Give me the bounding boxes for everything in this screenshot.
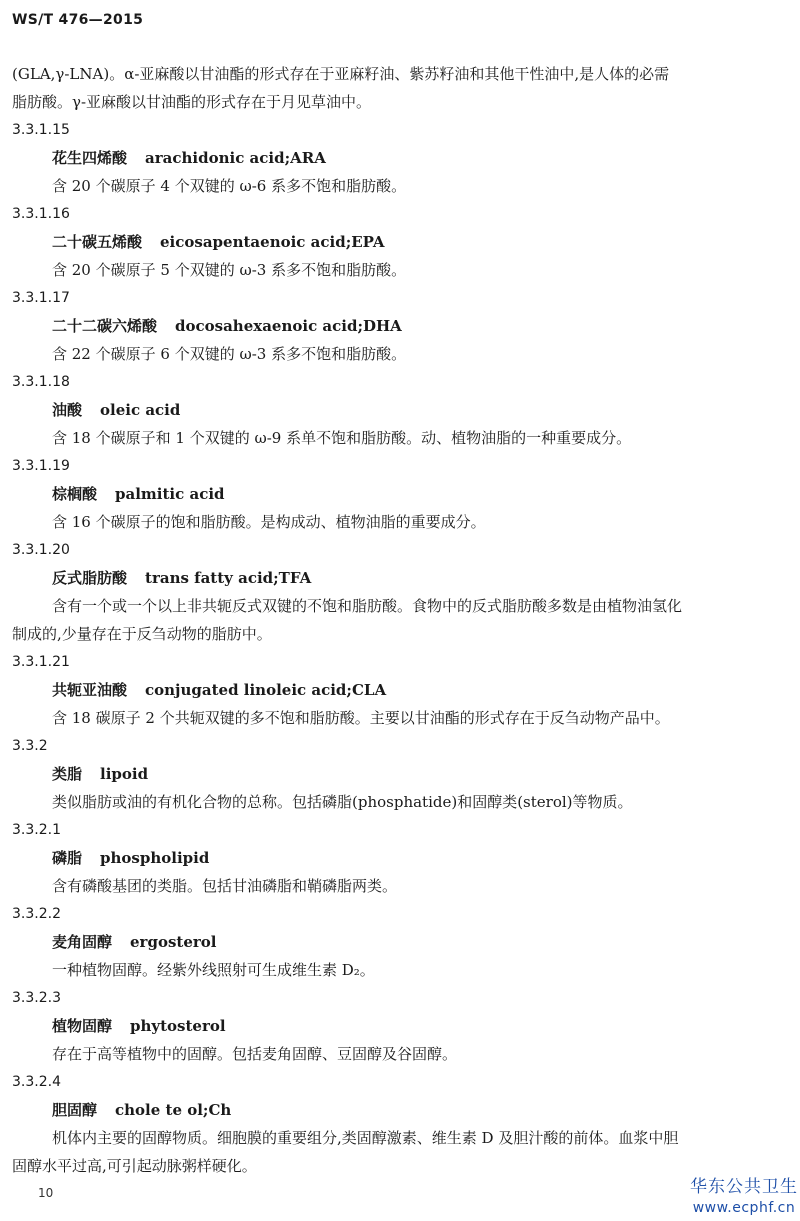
term-english: chole te ol;Ch	[115, 1101, 232, 1119]
term-english: lipoid	[100, 765, 149, 783]
term-english: eicosapentaenoic acid;EPA	[160, 233, 385, 251]
term-english: docosahexaenoic acid;DHA	[175, 317, 402, 335]
term-chinese: 棕榈酸	[52, 485, 98, 503]
term-chinese: 二十碳五烯酸	[52, 233, 143, 251]
definition-text: 含有磷酸基团的类脂。包括甘油磷脂和鞘磷脂两类。	[52, 877, 398, 895]
watermark-name: 华东公共卫生	[690, 1177, 798, 1197]
term-english: phospholipid	[100, 849, 210, 867]
term-english: palmitic acid	[115, 485, 225, 503]
continuation-text: 脂肪酸。γ-亚麻酸以甘油酯的形式存在于月见草油中。	[12, 93, 372, 111]
document-body	[0, 60, 800, 1180]
term-heading	[0, 564, 800, 592]
term-heading	[0, 1012, 800, 1040]
term-chinese: 麦角固醇	[52, 933, 113, 951]
term-chinese: 共轭亚油酸	[52, 681, 128, 699]
standard-id: WS/T 476—2015	[12, 12, 144, 28]
definition-text: 一种植物固醇。经紫外线照射可生成维生素 D₂。	[52, 961, 375, 979]
term-heading	[0, 760, 800, 788]
term-heading	[0, 396, 800, 424]
definition-text: 含有一个或一个以上非共轭反式双键的不饱和脂肪酸。食物中的反式脂肪酸多数是由植物油氢化	[52, 597, 683, 615]
term-english: ergosterol	[130, 933, 217, 951]
clause-number: 3.3.1.16	[12, 206, 70, 222]
term-chinese: 磷脂	[52, 849, 83, 867]
term-heading	[0, 844, 800, 872]
term-heading	[0, 676, 800, 704]
clause-number: 3.3.2.2	[12, 906, 61, 922]
term-heading	[0, 928, 800, 956]
clause-number: 3.3.1.17	[12, 290, 70, 306]
definition-text: 含 16 个碳原子的饱和脂肪酸。是构成动、植物油脂的重要成分。	[52, 513, 486, 531]
clause-number: 3.3.1.20	[12, 542, 70, 558]
clause-number: 3.3.2.4	[12, 1074, 61, 1090]
term-english: conjugated linoleic acid;CLA	[145, 681, 387, 699]
term-heading	[0, 1096, 800, 1124]
definition-text: 类似脂肪或油的有机化合物的总称。包括磷脂(phosphatide)和固醇类(sterol)等物质。	[52, 793, 633, 811]
clause-number: 3.3.1.21	[12, 654, 70, 670]
term-chinese: 植物固醇	[52, 1017, 113, 1035]
term-english: oleic acid	[100, 401, 181, 419]
term-chinese: 胆固醇	[52, 1101, 98, 1119]
definition-text: 存在于高等植物中的固醇。包括麦角固醇、豆固醇及谷固醇。	[52, 1045, 458, 1063]
term-english: trans fatty acid;TFA	[145, 569, 312, 587]
continuation-text: 固醇水平过高,可引起动脉粥样硬化。	[12, 1157, 257, 1175]
term-heading	[0, 480, 800, 508]
clause-number: 3.3.1.18	[12, 374, 70, 390]
term-english: arachidonic acid;ARA	[145, 149, 326, 167]
clause-number: 3.3.2.1	[12, 822, 61, 838]
clause-number: 3.3.1.15	[12, 122, 70, 138]
definition-text: 含 20 个碳原子 4 个双键的 ω-6 系多不饱和脂肪酸。	[52, 177, 407, 195]
term-heading	[0, 312, 800, 340]
definition-text: 机体内主要的固醇物质。细胞膜的重要组分,类固醇激素、维生素 D 及胆汁酸的前体。血浆中胆	[52, 1129, 679, 1147]
definition-text: 含 22 个碳原子 6 个双键的 ω-3 系多不饱和脂肪酸。	[52, 345, 407, 363]
term-heading	[0, 228, 800, 256]
watermark-url[interactable]: www.ecphf.cn	[692, 1200, 796, 1216]
clause-number: 3.3.1.19	[12, 458, 70, 474]
definition-text: 含 18 碳原子 2 个共轭双键的多不饱和脂肪酸。主要以甘油酯的形式存在于反刍动物产品中。	[52, 709, 670, 727]
definition-text: 含 20 个碳原子 5 个双键的 ω-3 系多不饱和脂肪酸。	[52, 261, 407, 279]
term-heading	[0, 144, 800, 172]
term-chinese: 油酸	[52, 401, 83, 419]
term-chinese: 花生四烯酸	[52, 149, 128, 167]
term-english: phytosterol	[130, 1017, 226, 1035]
term-chinese: 反式脂肪酸	[52, 569, 128, 587]
page-number: 10	[38, 1186, 54, 1200]
definition-text: 含 18 个碳原子和 1 个双键的 ω-9 系单不饱和脂肪酸。动、植物油脂的一种重要成分。	[52, 429, 632, 447]
term-chinese: 类脂	[52, 765, 83, 783]
clause-number: 3.3.2	[12, 738, 48, 754]
site-watermark[interactable]	[690, 1176, 798, 1218]
clause-number: 3.3.2.3	[12, 990, 61, 1006]
term-chinese: 二十二碳六烯酸	[52, 317, 158, 335]
continuation-text: (GLA,γ-LNA)。α-亚麻酸以甘油酯的形式存在于亚麻籽油、紫苏籽油和其他干性油中,是人体的必需	[12, 65, 670, 83]
continuation-text: 制成的,少量存在于反刍动物的脂肪中。	[12, 625, 272, 643]
